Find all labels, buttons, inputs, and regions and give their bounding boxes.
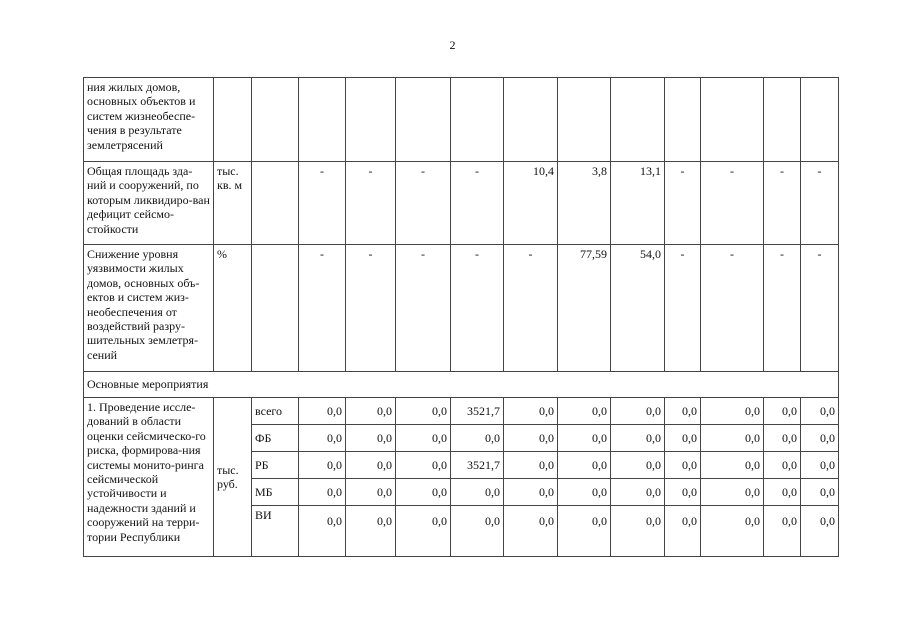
value-cell: 0,0 [701, 398, 764, 425]
value-cell: 0,0 [611, 479, 665, 506]
value-cell: 10,4 [504, 162, 558, 245]
indicator-name: Снижение уровня уязвимости жилых домов, основных объ-ектов и систем жиз-необеспечения от воздействий разру-шительных землетря-сений [84, 245, 214, 372]
value-cell: 0,0 [299, 425, 346, 452]
value-cell [396, 78, 451, 162]
indicator-row [84, 78, 839, 162]
value-cell: - [396, 162, 451, 245]
value-cell: 0,0 [558, 425, 611, 452]
value-cell: 0,0 [299, 479, 346, 506]
value-cell: 0,0 [665, 479, 701, 506]
value-cell: 0,0 [801, 398, 839, 425]
value-cell: 0,0 [504, 398, 558, 425]
funding-source-label: всего [252, 398, 299, 425]
value-cell [764, 78, 801, 162]
value-cell: 0,0 [346, 506, 396, 557]
value-cell: 0,0 [504, 425, 558, 452]
value-cell: 0,0 [396, 452, 451, 479]
value-cell: - [451, 245, 504, 372]
value-cell: 0,0 [764, 452, 801, 479]
value-cell: 0,0 [346, 425, 396, 452]
value-cell: 0,0 [299, 398, 346, 425]
value-cell: 0,0 [665, 398, 701, 425]
funding-source-label: ВИ [252, 506, 299, 557]
value-cell: 3521,7 [451, 398, 504, 425]
indicator-row [84, 245, 839, 372]
program-indicators-table [83, 77, 839, 557]
value-cell: 0,0 [801, 506, 839, 557]
value-cell [611, 78, 665, 162]
value-cell: 0,0 [346, 398, 396, 425]
value-cell [504, 78, 558, 162]
indicator-name: Общая площадь зда-ний и сооружений, по которым ликвидиро-ван дефицит сейсмо-стойкости [84, 162, 214, 245]
value-cell [558, 78, 611, 162]
value-cell: - [764, 162, 801, 245]
indicator-unit [214, 78, 252, 162]
value-cell: 0,0 [558, 452, 611, 479]
value-cell: 0,0 [764, 398, 801, 425]
measure-name: 1. Проведение иссле-дований в области оценки сейсмическо-го риска, формирова-ния системы монито-ринга сейсмической устойчивости и надежности зданий и сооружений на терри-тории Республики [84, 398, 214, 557]
value-cell: 0,0 [504, 452, 558, 479]
value-cell: 0,0 [451, 506, 504, 557]
value-cell: - [764, 245, 801, 372]
indicator-unit: тыс. кв. м [214, 162, 252, 245]
value-cell: - [801, 245, 839, 372]
value-cell [346, 78, 396, 162]
value-cell [252, 78, 299, 162]
value-cell: - [504, 245, 558, 372]
value-cell: - [665, 245, 701, 372]
measure-unit: тыс. руб. [214, 398, 252, 557]
value-cell: 0,0 [611, 398, 665, 425]
value-cell [451, 78, 504, 162]
value-cell: 0,0 [558, 506, 611, 557]
value-cell: 0,0 [396, 479, 451, 506]
value-cell: 0,0 [764, 425, 801, 452]
value-cell: 0,0 [665, 506, 701, 557]
value-cell: 0,0 [396, 398, 451, 425]
value-cell: 0,0 [801, 479, 839, 506]
section-row [84, 372, 839, 398]
value-cell: 0,0 [665, 452, 701, 479]
value-cell: - [701, 162, 764, 245]
value-cell: 0,0 [665, 425, 701, 452]
value-cell: 0,0 [396, 425, 451, 452]
value-cell: 0,0 [451, 479, 504, 506]
value-cell: 3521,7 [451, 452, 504, 479]
value-cell [299, 78, 346, 162]
value-cell: 54,0 [611, 245, 665, 372]
funding-row [84, 398, 839, 425]
value-cell: 0,0 [701, 425, 764, 452]
page-number: 2 [449, 38, 456, 52]
value-cell: - [299, 162, 346, 245]
value-cell: 0,0 [764, 506, 801, 557]
funding-source-label: РБ [252, 452, 299, 479]
value-cell: 0,0 [558, 479, 611, 506]
indicator-name: ния жилых домов, основных объектов и систем жизнеобеспе-чения в результате землетрясений [84, 78, 214, 162]
value-cell: - [346, 245, 396, 372]
value-cell: 0,0 [801, 452, 839, 479]
value-cell: - [665, 162, 701, 245]
value-cell: - [701, 245, 764, 372]
value-cell: 0,0 [764, 479, 801, 506]
value-cell: 0,0 [396, 506, 451, 557]
value-cell [701, 78, 764, 162]
value-cell: 0,0 [611, 452, 665, 479]
value-cell: 13,1 [611, 162, 665, 245]
value-cell: 0,0 [558, 398, 611, 425]
value-cell: 0,0 [504, 506, 558, 557]
value-cell: 0,0 [346, 452, 396, 479]
value-cell [665, 78, 701, 162]
funding-source-label: МБ [252, 479, 299, 506]
value-cell: - [801, 162, 839, 245]
value-cell: 0,0 [701, 479, 764, 506]
value-cell: 0,0 [801, 425, 839, 452]
value-cell [801, 78, 839, 162]
value-cell: - [299, 245, 346, 372]
value-cell: - [451, 162, 504, 245]
value-cell [252, 162, 299, 245]
value-cell: 0,0 [701, 452, 764, 479]
value-cell: - [396, 245, 451, 372]
value-cell: 0,0 [346, 479, 396, 506]
indicator-unit: % [214, 245, 252, 372]
value-cell: 0,0 [504, 479, 558, 506]
value-cell: 77,59 [558, 245, 611, 372]
value-cell: 0,0 [299, 452, 346, 479]
value-cell: 0,0 [701, 506, 764, 557]
funding-source-label: ФБ [252, 425, 299, 452]
value-cell [252, 245, 299, 372]
value-cell: 3,8 [558, 162, 611, 245]
value-cell: 0,0 [611, 425, 665, 452]
value-cell: - [346, 162, 396, 245]
value-cell: 0,0 [451, 425, 504, 452]
value-cell: 0,0 [299, 506, 346, 557]
value-cell: 0,0 [611, 506, 665, 557]
indicator-row [84, 162, 839, 245]
section-title: Основные мероприятия [84, 372, 839, 398]
